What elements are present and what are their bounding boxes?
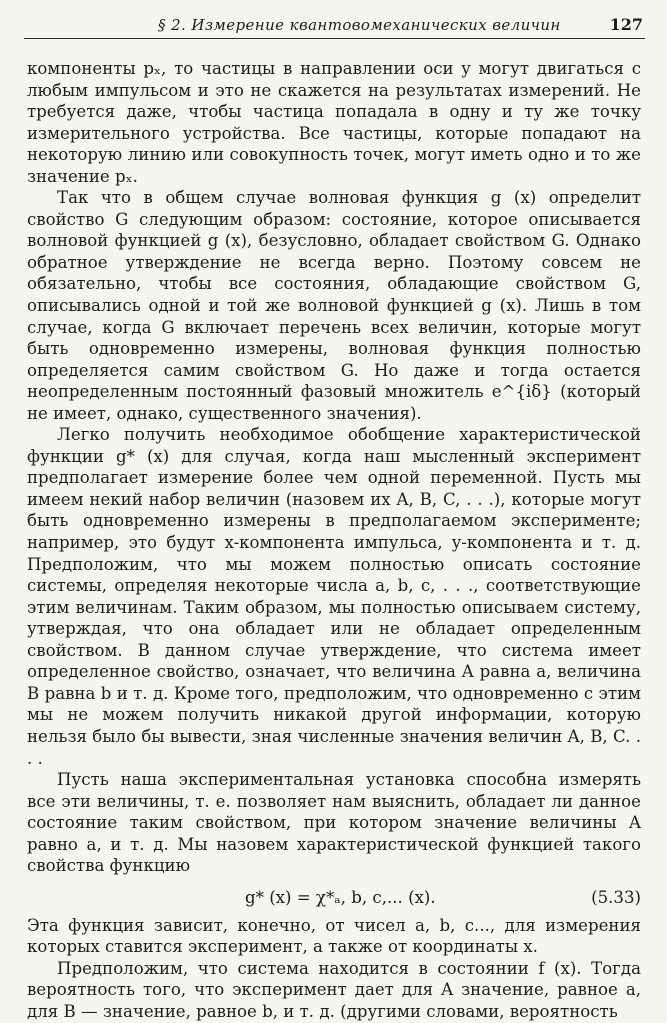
equation-5-33 [27,883,641,913]
paragraph-6: Предположим, что система находится в состоянии f (x). Тогда вероятность того, что эксперимент дает для A значение, равное a, для B — значение, равное b, и т. д. (другими словами, вероятность [27,958,641,1021]
paragraph-1: компоненты pₓ, то частицы в направлении оси y могут двигаться с любым импульсом и это не скажется на результатах измерений. Не требуется даже, чтобы частица попадала в одну и ту же точку измерительного устройства. Все частицы, которые попадают на некоторую линию или совокупность точек, могут иметь одно и то же значение pₓ. [27,59,641,186]
equation-number: (5.33) [591,887,641,907]
body-text [27,58,641,1023]
page-number: 127 [609,15,643,34]
paragraph-5: Эта функция зависит, конечно, от чисел a, b, c..., для измерения которых ставится эксперимент, а также от координаты x. [27,915,641,957]
running-header [24,12,645,39]
running-title: § 2. Измерение квантовомеханических величин [158,16,561,34]
paragraph-4: Пусть наша экспериментальная установка способна измерять все эти величины, т. е. позволяет нам выяснить, обладает ли данное состояние таким свойством, при котором значение величины A равно a, и т. д. Мы назовем характеристической функцией такого свойства функцию [27,770,641,876]
equation-expression: g* (x) = χ*ₐ, b, c,... (x). [245,887,436,907]
paragraph-3: Легко получить необходимое обобщение характеристической функции g* (x) для случая, когда наш мысленный эксперимент предполагает измерение более чем одной переменной. Пусть мы имеем некий набор величин (назовем их A, B, C, . . .), которые могут быть одновременно измерены в предполагаемом эксперименте; например, это будут x-компонента импульса, y-компонента и т. д. Предположим, что мы можем полностью описать состояние системы, определяя некоторые числа a, b, c, . . ., соответствующие этим величинам. Таким образом, мы полностью описываем систему, утверждая, что она обладает или не обладает определенным свойством. В данном случае утверждение, что система имеет определенное свойство, означает, что величина A равна a, величина B равна b и т. д. Кроме того, предположим, что одновременно с этим мы не можем получить никакой другой информации, которую нельзя было бы вывести, зная численные значения величин A, B, C. . . . [27,425,641,768]
paragraph-2: Так что в общем случае волновая функция g (x) определит свойство G следующим образом: состояние, которое описывается волновой функцией g (x), безусловно, обладает свойством G. Однако обратное утверждение не всегда верно. Поэтому совсем не обязательно, чтобы все состояния, обладающие свойством G, описывались одной и той же волновой функцией g (x). Лишь в том случае, когда G включает перечень всех величин, которые могут быть одновременно измерены, волновая функция полностью определяется самим свойством G. Но даже и тогда остается неопределенным постоянный фазовый множитель e^{iδ} (который не имеет, однако, существенного значения). [27,188,641,423]
